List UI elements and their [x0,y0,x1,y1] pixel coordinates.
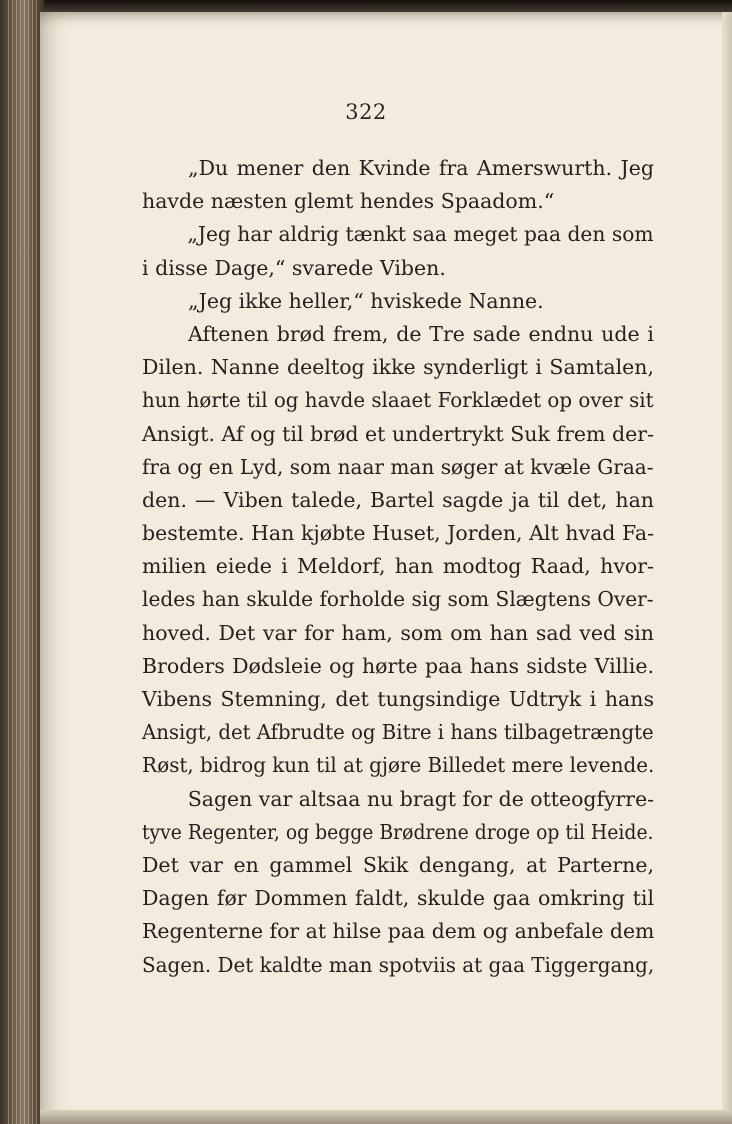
text-line: havde næsten glemt hendes Spaadom.“ [142,189,555,214]
text-line: „Du mener den Kvinde fra Amerswurth. Jeg [188,156,654,180]
text-line: Aftenen brød frem, de Tre sade endnu ude i [188,321,654,346]
text-line: Dagen før Dommen faldt, skulde gaa omkring til [142,886,654,911]
text-line: milien eiede i Meldorf, han modtog Raad, hvor- [142,554,654,579]
text-line: Dilen. Nanne deeltog ikke synderligt i Samtalen, [142,355,654,380]
book-spine-edge [0,0,44,1124]
body-text [142,152,654,982]
text-line: i disse Dage,“ svarede Viben. [142,255,446,280]
bottom-page-edge [40,1110,732,1124]
text-line: Sagen var altsaa nu bragt for de otteogfyrre- [187,786,655,811]
text-line: Det var en gammel Skik dengang, at Parterne, [142,852,654,877]
text-line: Ansigt. Af og til brød et undertrykt Suk frem der- [142,421,654,446]
text-line: Ansigt, det Afbrudte og Bitre i hans tilbagetrængte [142,720,654,745]
text-line: Vibens Stemning, det tungsindige Udtryk i hans [142,687,654,711]
text-line: Broders Dødsleie og hørte paa hans sidste Villie. [142,653,654,678]
text-line: tyve Regenter, og begge Brødrene droge op til Heide. [142,819,654,844]
text-line: bestemte. Han kjøbte Huset, Jorden, Alt hvad Fa- [142,521,654,546]
text-line: „Jeg har aldrig tænkt saa meget paa den som [187,222,654,247]
text-line: Røst, bidrog kun til at gjøre Billedet mere levende. [142,753,655,778]
text-line: Regenterne for at hilse paa dem og anbefale dem [142,919,655,944]
text-line: den. — Viben talede, Bartel sagde ja til det, han [142,487,654,512]
page-number: 322 [345,100,387,124]
text-line: hoved. Det var for ham, som om han sad ved sin [142,620,654,645]
right-page-edge [722,12,732,1116]
page-stack-lines [8,0,38,1124]
text-line: Sagen. Det kaldte man spotviis at gaa Tiggergang, [142,952,655,977]
text-line: ledes han skulde forholde sig som Slægtens Over- [142,587,654,612]
text-line: hun hørte til og havde slaaet Forklædet op over sit [142,388,654,413]
text-line: fra og en Lyd, som naar man søger at kvæle Graa- [142,454,654,479]
text-line: „Jeg ikke heller,“ hviskede Nanne. [188,288,544,313]
